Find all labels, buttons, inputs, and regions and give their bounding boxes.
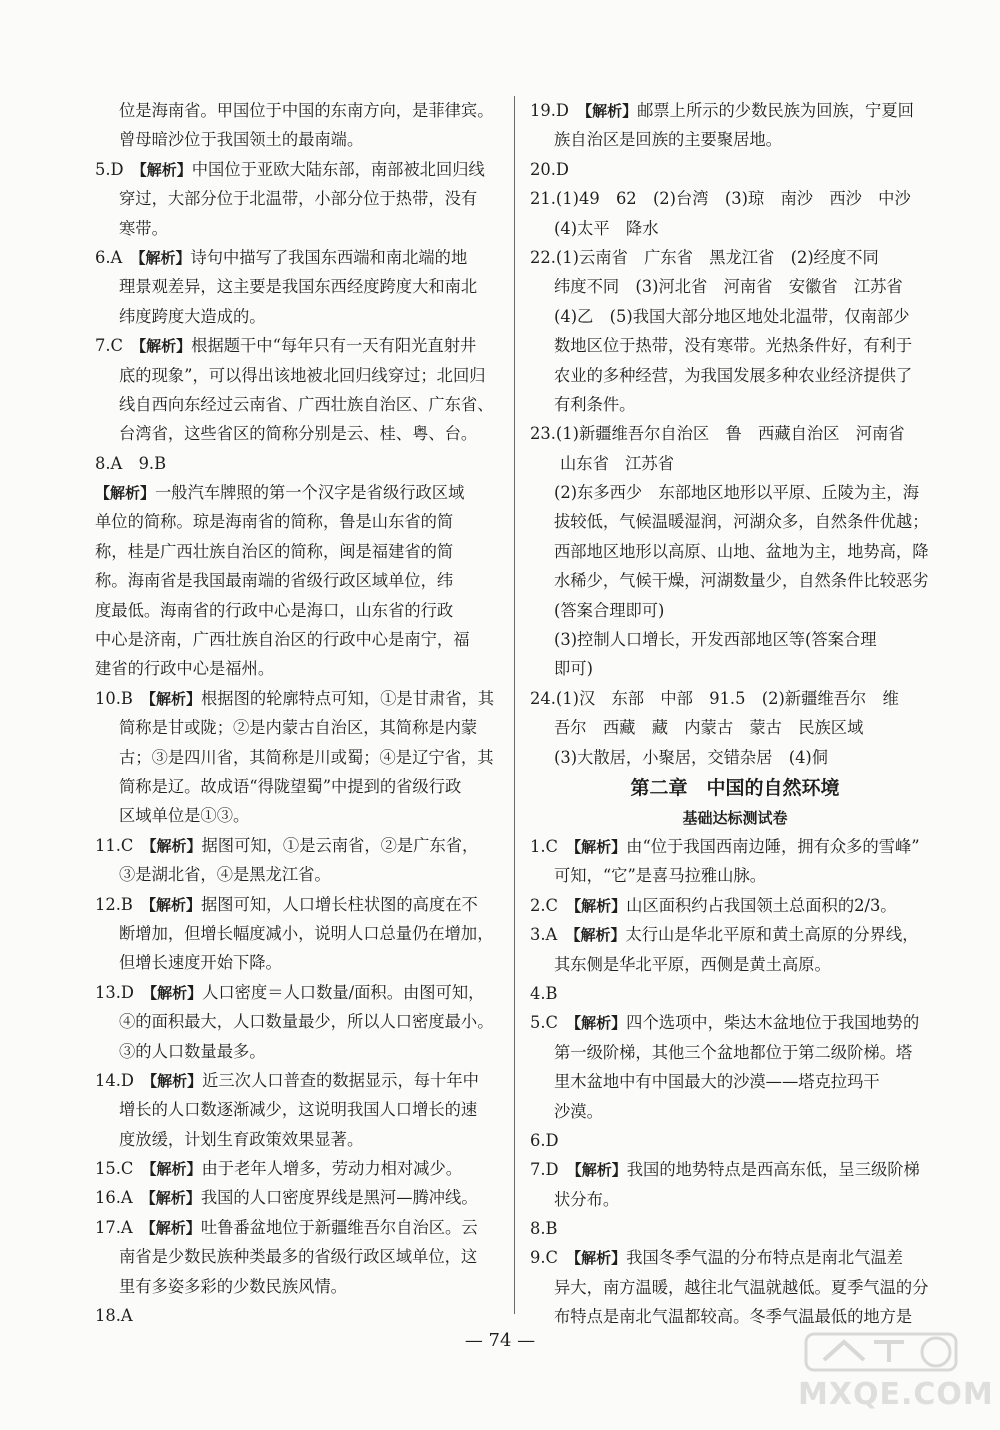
answer-text: 四个选项中，柴达木盆地位于我国地势的 [626, 1013, 920, 1033]
right-line [530, 361, 940, 390]
watermark [794, 1330, 994, 1412]
left-line [95, 155, 500, 184]
left-line [95, 1007, 500, 1036]
right-line [530, 1214, 940, 1243]
answer-text: 即可) [554, 659, 593, 679]
answer-text: 由于老年人增多，劳动力相对减少。 [201, 1159, 463, 1179]
section-title: 基础达标测试卷 [682, 808, 788, 827]
answer-text: 水稀少，气候干燥，河湖数量少，自然条件比较恶劣 [554, 571, 929, 591]
answer-text: 但增长速度开始下降。 [119, 953, 282, 973]
question-number: 16.A [95, 1188, 133, 1208]
right-line [530, 1155, 940, 1184]
answer-text: 太行山是华北平原和黄土高原的分界线， [625, 925, 919, 945]
right-line [530, 891, 940, 920]
question-number: 1.C [530, 836, 558, 856]
question-number: 19.D [530, 101, 569, 120]
left-line [95, 214, 500, 243]
right-line [530, 625, 940, 654]
question-number: 5.C [530, 1013, 558, 1033]
answer-text: 族自治区是回族的主要聚居地。 [554, 130, 782, 150]
left-line [95, 361, 500, 390]
right-line [530, 920, 940, 949]
left-line [95, 831, 500, 860]
answer-text: 24.(1)汉 东部 中部 91.5 (2)新疆维吾尔 维 [530, 688, 899, 708]
answer-text: ④的面积最大，人口数量最少，所以人口密度最小。 [119, 1012, 494, 1032]
left-line [95, 507, 500, 536]
answer-text: 异大，南方温暖，越往北气温就越低。夏季气温的分 [554, 1277, 929, 1297]
left-line [95, 684, 500, 713]
answer-text: 根据题干中“每年只有一天有阳光直射井 [191, 336, 477, 356]
analysis-label: 【解析】 [566, 1014, 627, 1033]
left-line [95, 1272, 500, 1301]
left-line [95, 1154, 500, 1183]
answer-text: 中国位于亚欧大陆东部，南部被北回归线 [191, 159, 485, 179]
right-line [530, 1097, 940, 1126]
right-line [530, 1008, 940, 1037]
right-line [530, 243, 940, 272]
right-line [530, 449, 940, 478]
question-number: 6.A [95, 247, 123, 267]
left-line [95, 331, 500, 360]
right-line [530, 1273, 940, 1302]
answer-text: 寒带。 [119, 218, 168, 238]
answer-text: 我国的人口密度界线是黑河—腾冲线。 [200, 1188, 478, 1208]
answer-text: 22.(1)云南省 广东省 黑龙江省 (2)经度不同 [530, 247, 879, 267]
answer-text: (答案合理即可) [554, 600, 665, 620]
right-line [530, 537, 940, 566]
answer-text: 8.A 9.B [95, 453, 167, 473]
answer-text: 简称是辽。故成语“得陇望蜀”中提到的省级行政 [119, 776, 462, 796]
answer-text: 位是海南省。甲国位于中国的东南方向，是菲律宾。 [119, 101, 494, 120]
left-line [95, 978, 500, 1007]
left-line [95, 860, 500, 889]
answer-text: 增长的人口数逐渐减少，这说明我国人口增长的速 [119, 1100, 478, 1120]
right-line [530, 272, 940, 301]
analysis-label: 【解析】 [566, 896, 627, 915]
left-line [95, 449, 500, 478]
right-line [530, 566, 940, 595]
right-line [530, 861, 940, 890]
question-number: 12.B [95, 894, 133, 914]
answer-text: 山区面积约占我国领土总面积的2/3。 [626, 895, 897, 915]
left-line [95, 919, 500, 948]
analysis-label: 【解析】 [142, 1071, 203, 1090]
left-line [95, 1125, 500, 1154]
right-line [530, 478, 940, 507]
answer-text: 纬度不同 (3)河北省 河南省 安徽省 江苏省 [554, 277, 903, 297]
answer-text: 第一级阶梯，其他三个盆地都位于第二级阶梯。塔 [554, 1042, 913, 1062]
analysis-label: 【解析】 [577, 102, 638, 120]
right-line [530, 979, 940, 1008]
left-line [95, 596, 500, 625]
answer-text: 我国的地势特点是西高东低，呈三级阶梯 [626, 1160, 920, 1180]
question-number: 13.D [95, 982, 134, 1002]
right-line [530, 1038, 940, 1067]
answer-text: 称，桂是广西壮族自治区的简称，闽是福建省的简 [95, 541, 454, 561]
answer-text: 度最低。海南省的行政中心是海口，山东省的行政 [95, 600, 454, 620]
question-number: 15.C [95, 1159, 134, 1179]
right-line [530, 1067, 940, 1096]
answers-chapter-one-end [530, 96, 940, 772]
answer-text: 穿过，大部分位于北温带，小部分位于热带，没有 [119, 189, 478, 209]
right-line [530, 125, 940, 154]
left-line [95, 772, 500, 801]
left-line [95, 801, 500, 830]
left-line [95, 478, 500, 507]
analysis-label: 【解析】 [140, 1189, 201, 1208]
answer-text: 6.D [530, 1130, 559, 1150]
left-line [95, 566, 500, 595]
question-number: 9.C [530, 1248, 558, 1268]
answer-text: 里有多姿多彩的少数民族风情。 [119, 1276, 347, 1296]
answer-text: 布特点是南北气温都较高。冬季气温最低的地方是 [554, 1307, 913, 1327]
answer-text: 拔较低，气候温暖湿润，河湖众多，自然条件优越； [554, 512, 929, 532]
right-line [530, 96, 940, 125]
answer-text: 简称是甘或陇；②是内蒙古自治区，其简称是内蒙 [119, 718, 478, 738]
question-number: 7.C [95, 336, 123, 356]
left-line [95, 537, 500, 566]
answer-text: 底的现象”，可以得出该地被北回归线穿过；北回归 [119, 365, 486, 385]
question-number: 7.D [530, 1160, 559, 1180]
answer-text: 有利条件。 [554, 394, 636, 414]
answer-text: 21.(1)49 62 (2)台湾 (3)琼 南沙 西沙 中沙 [530, 189, 911, 209]
left-line [95, 1242, 500, 1271]
left-line [95, 948, 500, 977]
answer-text: 沙漠。 [554, 1101, 603, 1121]
answer-text: 断增加，但增长幅度减小，说明人口总量仍在增加， [119, 923, 494, 943]
left-line [95, 1037, 500, 1066]
analysis-label: 【解析】 [565, 926, 626, 945]
analysis-label: 【解析】 [95, 484, 156, 503]
right-line [530, 507, 940, 536]
left-line [95, 1095, 500, 1124]
answer-text: 诗句中描写了我国东西端和南北端的地 [190, 247, 468, 267]
left-line [95, 625, 500, 654]
right-line [530, 1185, 940, 1214]
left-line [95, 243, 500, 272]
answer-text: 据图可知，人口增长柱状图的高度在不 [201, 894, 478, 914]
answer-text: 23.(1)新疆维吾尔自治区 鲁 西藏自治区 河南省 [530, 424, 905, 444]
analysis-label: 【解析】 [141, 836, 202, 855]
analysis-label: 【解析】 [130, 248, 191, 267]
answer-text: 20.D [530, 159, 569, 179]
answer-text: 单位的简称。琼是海南省的简称，鲁是山东省的简 [95, 512, 454, 532]
answer-text: 中心是济南，广西壮族自治区的行政中心是南宁，福 [95, 630, 470, 650]
right-line [530, 1302, 940, 1331]
analysis-label: 【解析】 [131, 160, 192, 179]
analysis-label: 【解析】 [131, 337, 192, 356]
answer-text: 理景观差异，这主要是我国东西经度跨度大和南北 [119, 277, 478, 297]
left-line [95, 1183, 500, 1212]
right-line [530, 155, 940, 184]
left-line [95, 419, 500, 448]
analysis-label: 【解析】 [141, 895, 202, 914]
answer-text: 其东侧是华北平原，西侧是黄土高原。 [554, 954, 831, 974]
answer-text: 古；③是四川省，其简称是川或蜀；④是辽宁省，其 [119, 747, 494, 767]
answer-text: 山东省 江苏省 [560, 453, 674, 473]
answer-text: 台湾省，这些省区的简称分别是云、桂、粤、台。 [119, 424, 478, 444]
answer-text: 南省是少数民族种类最多的省级行政区域单位，这 [119, 1247, 478, 1267]
answer-text: 8.B [530, 1219, 558, 1239]
page-number: — 74 — [464, 1330, 536, 1351]
right-line [530, 950, 940, 979]
analysis-label: 【解析】 [141, 1160, 202, 1179]
answer-text: 根据图的轮廓特点可知，①是甘肃省，其 [201, 688, 495, 708]
right-line [530, 184, 940, 213]
right-line [530, 214, 940, 243]
left-line [95, 96, 500, 125]
question-number: 3.A [530, 925, 558, 945]
answer-text: 人口密度＝人口数量/面积。由图可知， [202, 982, 485, 1002]
answers-chapter-two [530, 832, 940, 1332]
answer-text: 18.A [95, 1306, 133, 1326]
right-line [530, 832, 940, 861]
left-line [95, 1066, 500, 1095]
answer-text: 西部地区地形以高原、山地、盆地为主，地势高，降 [554, 541, 929, 561]
analysis-label: 【解析】 [566, 837, 627, 856]
watermark-text: MXQE.COM [798, 1377, 994, 1412]
left-line [95, 125, 500, 154]
analysis-label: 【解析】 [140, 1218, 201, 1237]
right-line [530, 596, 940, 625]
right-line [530, 1243, 940, 1272]
analysis-label: 【解析】 [566, 1161, 627, 1180]
answer-text: 吾尔 西藏 藏 内蒙古 蒙古 民族区域 [554, 718, 864, 738]
answer-text: 邮票上所示的少数民族为回族，宁夏回 [637, 101, 914, 120]
question-number: 11.C [95, 835, 134, 855]
answer-text: 4.B [530, 983, 558, 1003]
answer-text: (4)太平 降水 [554, 218, 659, 238]
right-line [530, 302, 940, 331]
answer-text: 区域单位是①③。 [119, 806, 250, 826]
right-line [530, 419, 940, 448]
answer-text: 度放缓，计划生育政策效果显著。 [119, 1129, 364, 1149]
left-line [95, 743, 500, 772]
left-line [95, 654, 500, 683]
answer-text: (3)控制人口增长，开发西部地区等(答案合理 [554, 630, 877, 650]
answer-text: 吐鲁番盆地位于新疆维吾尔自治区。云 [200, 1217, 478, 1237]
question-number: 10.B [95, 688, 133, 708]
answer-logo-icon [804, 1330, 964, 1374]
right-line [530, 1126, 940, 1155]
left-column [95, 96, 500, 1330]
left-line [95, 184, 500, 213]
left-line [95, 390, 500, 419]
answer-text: 据图可知，①是云南省，②是广东省， [201, 835, 479, 855]
answer-text: (2)东多西少 东部地区地形以平原、丘陵为主，海 [554, 483, 919, 503]
left-line [95, 713, 500, 742]
right-line [530, 390, 940, 419]
left-line [95, 1213, 500, 1242]
answer-text: 近三次人口普查的数据显示，每十年中 [202, 1070, 479, 1090]
right-line [530, 654, 940, 683]
answer-text: 我国冬季气温的分布特点是南北气温差 [626, 1248, 903, 1268]
analysis-label: 【解析】 [566, 1249, 627, 1268]
answer-text: 曾母暗沙位于我国领土的最南端。 [119, 130, 364, 150]
right-line [530, 684, 940, 713]
answer-text: 农业的多种经营，为我国发展多种农业经济提供了 [554, 365, 913, 385]
answer-text: 数地区位于热带，没有寒带。光热条件好，有利于 [554, 336, 913, 356]
answer-text: (3)大散居，小聚居，交错杂居 (4)侗 [554, 747, 829, 767]
analysis-label: 【解析】 [141, 689, 202, 708]
chapter-title: 第二章 中国的自然环境 [630, 776, 840, 799]
question-number: 2.C [530, 895, 558, 915]
answer-text: ③是湖北省，④是黑龙江省。 [119, 865, 331, 885]
left-line [95, 302, 500, 331]
answer-text: 建省的行政中心是福州。 [95, 659, 275, 679]
answer-text: ③的人口数量最多。 [119, 1041, 266, 1061]
right-line [530, 713, 940, 742]
answer-text: 纬度跨度大造成的。 [119, 306, 266, 326]
column-divider [514, 96, 515, 1314]
answer-text: 由“位于我国西南边陲，拥有众多的雪峰” [626, 836, 920, 856]
right-line [530, 743, 940, 772]
answer-text: 状分布。 [554, 1189, 620, 1209]
answer-text: 可知，“它”是喜马拉雅山脉。 [554, 866, 767, 886]
answer-text: 一般汽车牌照的第一个汉字是省级行政区域 [155, 483, 465, 503]
answer-text: (4)乙 (5)我国大部分地区地处北温带，仅南部少 [554, 306, 910, 326]
right-column [530, 96, 940, 1332]
question-number: 14.D [95, 1070, 134, 1090]
left-line [95, 890, 500, 919]
right-line [530, 331, 940, 360]
question-number: 17.A [95, 1217, 133, 1237]
left-line [95, 1301, 500, 1330]
answer-text: 线自西向东经过云南省、广西壮族自治区、广东省、 [119, 394, 494, 414]
answer-text: 称。海南省是我国最南端的省级行政区域单位，纬 [95, 571, 454, 591]
left-line [95, 272, 500, 301]
question-number: 5.D [95, 159, 124, 179]
analysis-label: 【解析】 [142, 983, 203, 1002]
answer-text: 里木盆地中有中国最大的沙漠——塔克拉玛干 [554, 1072, 880, 1092]
